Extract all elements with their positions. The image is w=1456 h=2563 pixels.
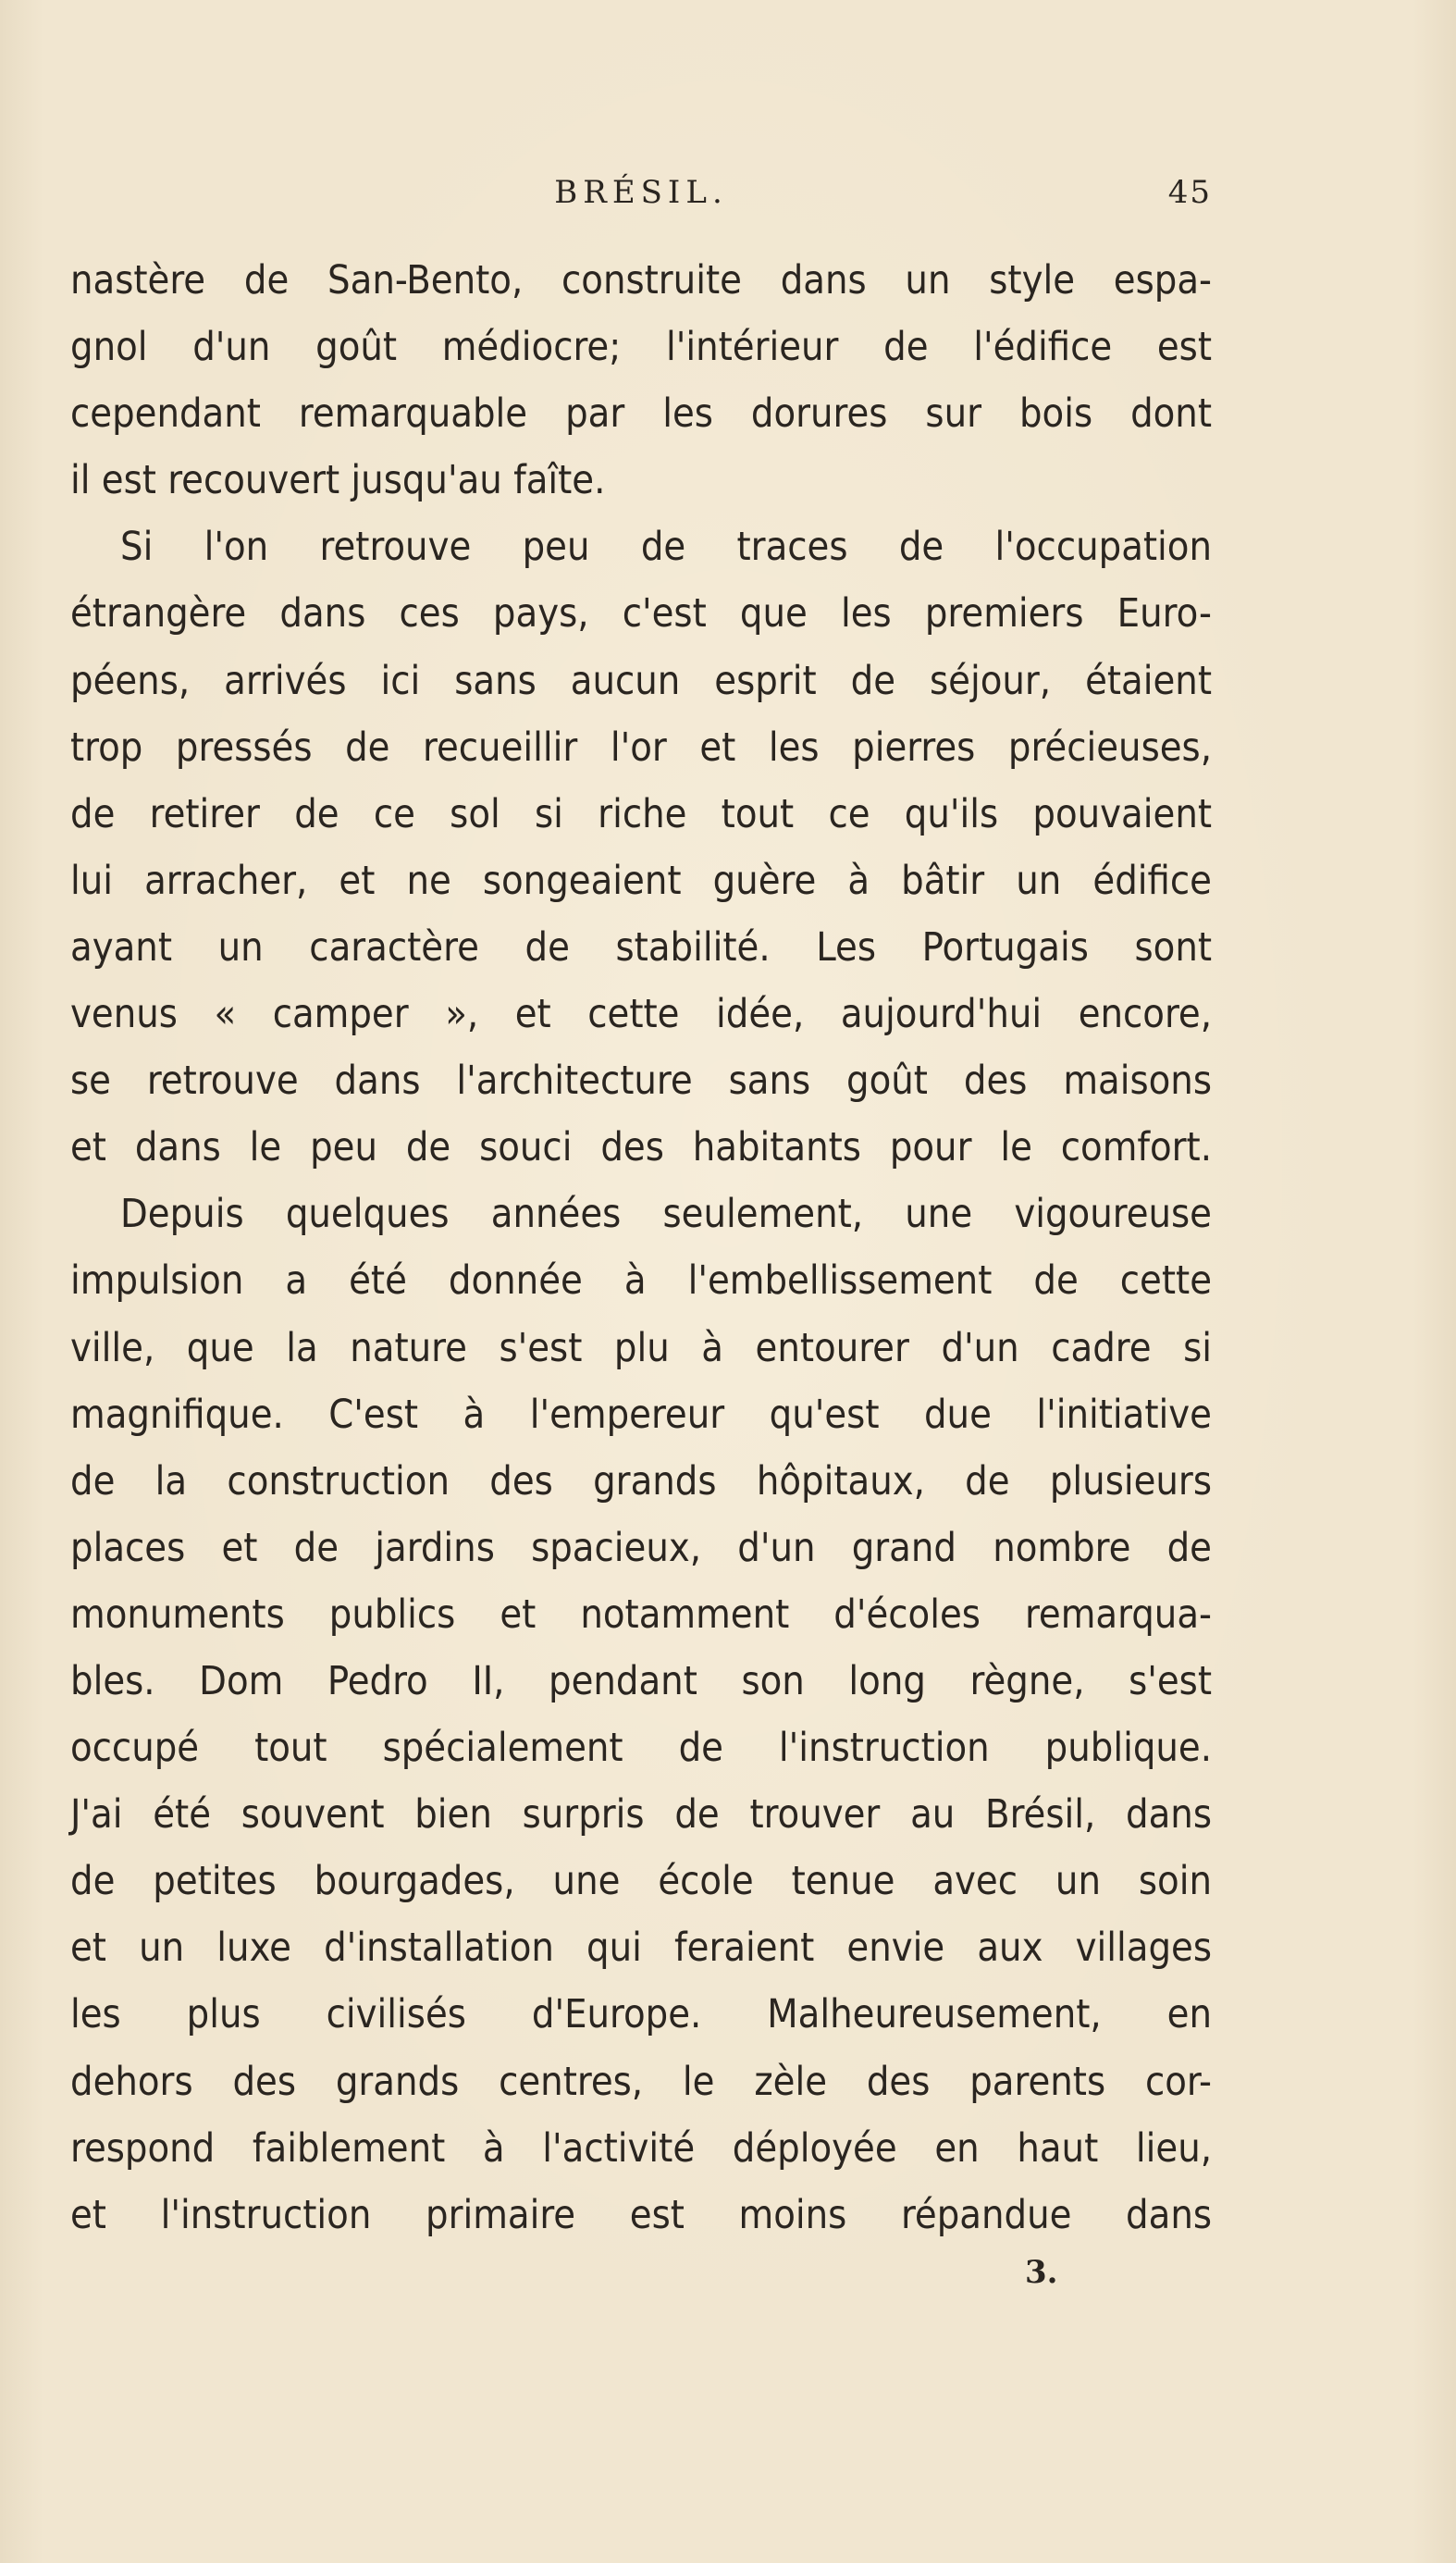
- body-text: [70, 247, 1212, 2248]
- text-line: et un luxe d'installation qui feraient envie aux villages: [70, 1925, 1212, 1972]
- text-line: Si l'on retrouve peu de traces de l'occupation: [120, 524, 1212, 571]
- text-line: respond faiblement à l'activité déployée en haut lieu,: [70, 2124, 1212, 2172]
- text-line: se retrouve dans l'architecture sans goût des maisons: [70, 1058, 1212, 1105]
- text-line: J'ai été souvent bien surpris de trouver au Brésil, dans: [70, 1791, 1212, 1839]
- text-line: lui arracher, et ne songeaient guère à bâtir un édifice: [70, 857, 1212, 904]
- text-line: places et de jardins spacieux, d'un grand nombre de: [70, 1524, 1212, 1571]
- text-line: et l'instruction primaire est moins répandue dans: [70, 2191, 1212, 2238]
- text-line: péens, arrivés ici sans aucun esprit de séjour, étaient: [70, 657, 1212, 704]
- text-line: impulsion a été donnée à l'embellissement de cette: [70, 1257, 1212, 1305]
- text-line: bles. Dom Pedro II, pendant son long règne, s'est: [70, 1657, 1212, 1704]
- text-line: il est recouvert jusqu'au faîte.: [70, 457, 606, 504]
- text-line: monuments publics et notamment d'écoles remarqua-: [70, 1591, 1212, 1638]
- text-line: cependant remarquable par les dorures sur bois dont: [70, 390, 1212, 438]
- running-title: BRÉSIL.: [554, 174, 728, 211]
- text-line: trop pressés de recueillir l'or et les pierres précieuses,: [70, 724, 1212, 771]
- text-line: nastère de San-Bento, construite dans un style espa-: [70, 257, 1212, 303]
- text-line: occupé tout spécialement de l'instruction publique.: [70, 1725, 1212, 1772]
- text-line: et dans le peu de souci des habitants pour le comfort.: [70, 1124, 1212, 1171]
- text-line: de petites bourgades, une école tenue avec un soin: [70, 1858, 1212, 1905]
- text-line: les plus civilisés d'Europe. Malheureusement, en: [70, 1991, 1212, 2038]
- text-line: venus « camper », et cette idée, aujourd'hui encore,: [70, 991, 1212, 1038]
- text-line: magnifique. C'est à l'empereur qu'est due l'initiative: [70, 1391, 1212, 1438]
- text-line: ayant un caractère de stabilité. Les Portugais sont: [70, 923, 1212, 971]
- text-line: ville, que la nature s'est plu à entourer d'un cadre si: [70, 1324, 1212, 1371]
- page-number: 45: [1167, 174, 1212, 211]
- text-line: dehors des grands centres, le zèle des parents cor-: [70, 2058, 1212, 2105]
- text-line: Depuis quelques années seulement, une vigoureuse: [120, 1191, 1212, 1238]
- signature-mark: 3.: [1025, 2254, 1058, 2291]
- text-line: gnol d'un goût médiocre; l'intérieur de l'édifice est: [70, 324, 1212, 371]
- text-line: de la construction des grands hôpitaux, de plusieurs: [70, 1457, 1212, 1504]
- text-line: étrangère dans ces pays, c'est que les premiers Euro-: [70, 590, 1212, 638]
- page-header: [70, 174, 1212, 220]
- text-line: de retirer de ce sol si riche tout ce qu'ils pouvaient: [70, 790, 1212, 837]
